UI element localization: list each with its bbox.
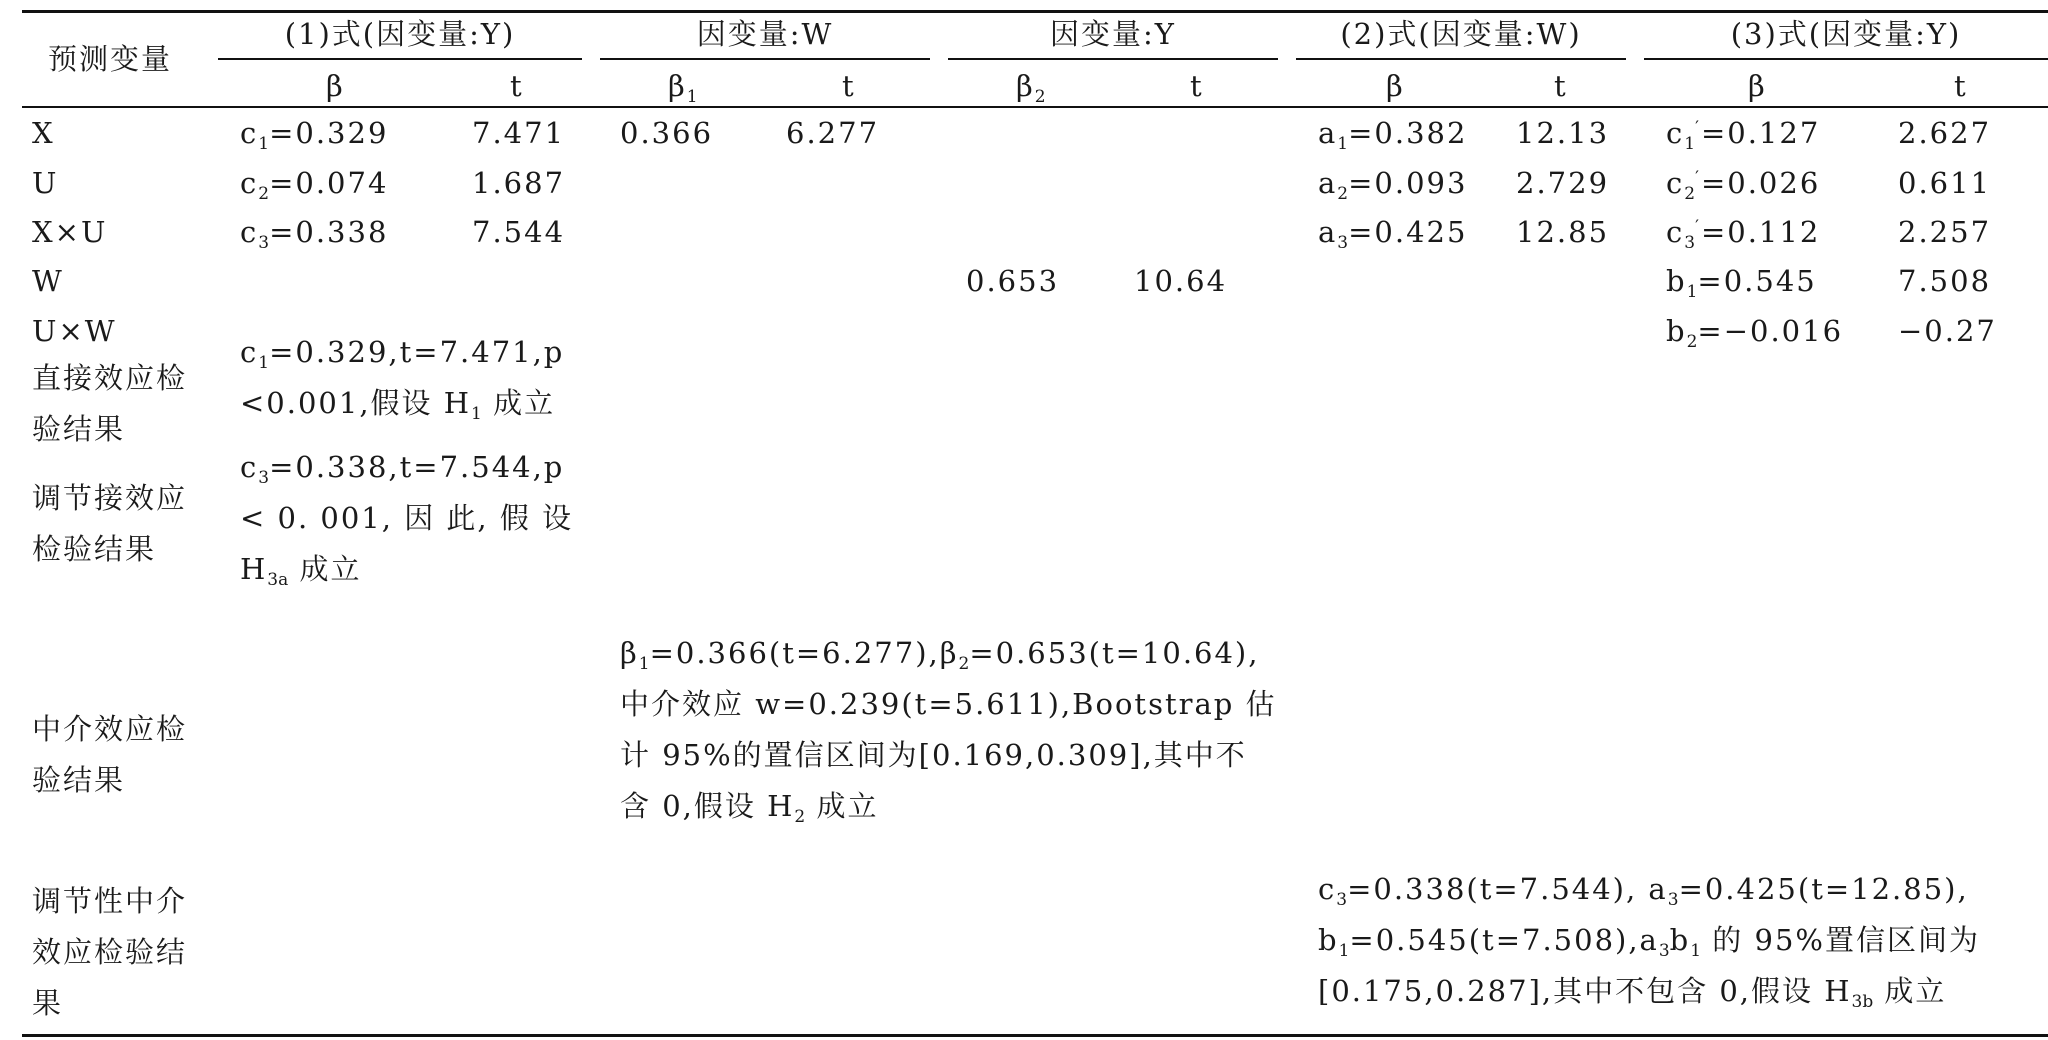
mediation-text-line-3: 计 95%的置信区间为[0.169,0.309],其中不: [620, 738, 1247, 772]
header-predictor: 预测变量: [48, 42, 173, 76]
header-t-3: t: [1190, 69, 1204, 103]
mediation-label: [32, 704, 187, 806]
cell-w-g5-beta: $b_1=0.545$: [1666, 264, 1817, 302]
cell-u-g1-t: 1.687: [472, 166, 566, 200]
direct-effect-label: [32, 353, 187, 455]
cell-u-g5-beta: $c_2'=0.026$: [1666, 166, 1821, 204]
moderate-text-line-1: $c_3=0.338,t=7.544,p$: [240, 450, 565, 488]
mediation-text-line-1: $\beta_1=0.366(t=6.277),\beta_2=0.653(t=10.64)$,: [620, 636, 1260, 674]
row-label-u: U: [32, 166, 59, 200]
cell-x-g2-beta: 0.366: [620, 116, 714, 150]
cell-xu-g5-beta: $c_3'=0.112$: [1666, 215, 1821, 253]
modmed-text-line-1: $c_3=0.338(t=7.544)$, $a_3=0.425(t=12.85)$,: [1318, 872, 1969, 910]
mediation-label-line-2: 验结果: [32, 763, 126, 797]
header-group-1: [218, 16, 582, 52]
cell-u-g1-beta: $c_2=0.074$: [240, 166, 389, 204]
direct-text-line-2: <0.001,假设 $H_1$ 成立: [240, 386, 556, 424]
cell-x-g4-t: 12.13: [1516, 116, 1610, 150]
row-label-uw: U×W: [32, 314, 117, 348]
moderate-text-line-2: < 0. 001, 因 此, 假 设: [240, 501, 574, 535]
cell-xu-g1-t: 7.544: [472, 215, 566, 249]
beta1-sub: 1: [686, 87, 698, 107]
cell-uw-g5-t: −0.27: [1898, 314, 1997, 348]
cell-u-g5-t: 0.611: [1898, 166, 1992, 200]
cell-x-g4-beta: $a_1=0.382$: [1318, 116, 1468, 154]
header-beta-5: β: [1748, 69, 1767, 103]
cell-w-g3-t: 10.64: [1134, 264, 1228, 298]
group-rule-3: [948, 58, 1278, 60]
header-group-1-label: (1)式(因变量:Y): [284, 17, 516, 51]
moderated-mediation-label: [32, 876, 187, 1029]
cell-xu-g4-t: 12.85: [1516, 215, 1610, 249]
header-group-3-label: 因变量:Y: [1050, 17, 1176, 51]
cell-x-g2-t: 6.277: [786, 116, 880, 150]
header-group-2: [600, 16, 930, 52]
cell-x-g5-t: 2.627: [1898, 116, 1992, 150]
header-group-3: [948, 16, 1278, 52]
moderate-label-line-1: 调节接效应: [32, 481, 188, 515]
header-beta-4: β: [1386, 69, 1405, 103]
moderate-text-line-3: $H_{3a}$ 成立: [240, 552, 362, 590]
direct-label-line-2: 验结果: [32, 412, 126, 446]
mediation-label-line-1: 中介效应检: [32, 712, 188, 746]
modmed-text-line-3: [0.175,0.287],其中不包含 0,假设 $H_{3b}$ 成立: [1318, 974, 1947, 1012]
modmed-label-line-1: 调节性中介: [32, 884, 188, 918]
cell-u-g4-beta: $a_2=0.093$: [1318, 166, 1468, 204]
row-label-x: X: [32, 116, 55, 150]
header-group-5-label: (3)式(因变量:Y): [1730, 17, 1962, 51]
cell-x-g5-beta: $c_1'=0.127$: [1666, 116, 1821, 154]
modmed-text-line-2: $b_1=0.545(t=7.508),a_3b_1$ 的 95%置信区间为: [1318, 923, 1980, 961]
modmed-label-line-3: 果: [32, 986, 64, 1020]
moderation-label: [32, 473, 187, 575]
moderation-text: [240, 442, 573, 595]
moderate-label-line-2: 检验结果: [32, 532, 157, 566]
header-t-1: t: [510, 69, 524, 103]
cell-u-g4-t: 2.729: [1516, 166, 1610, 200]
moderated-mediation-text: [1318, 864, 1980, 1017]
header-beta-1: β: [326, 69, 345, 103]
cell-x-g1-t: 7.471: [472, 116, 566, 150]
header-t-4: t: [1554, 69, 1568, 103]
direct-text-line-1: $c_1=0.329,t=7.471,p$: [240, 335, 565, 373]
cell-x-g1-beta: $c_1=0.329$: [240, 116, 389, 154]
cell-xu-g5-t: 2.257: [1898, 215, 1992, 249]
cell-xu-g4-beta: $a_3=0.425$: [1318, 215, 1468, 253]
group-rule-5: [1644, 58, 2048, 60]
header-group-4: [1296, 16, 1626, 52]
beta1-symbol: β: [668, 69, 687, 103]
bottom-rule: [22, 1034, 2048, 1037]
group-rule-1: [218, 58, 582, 60]
row-label-w: W: [32, 264, 64, 298]
direct-label-line-1: 直接效应检: [32, 361, 188, 395]
cell-xu-g1-beta: $c_3=0.338$: [240, 215, 389, 253]
mediation-text: [620, 628, 1277, 832]
row-label-xu: X×U: [32, 215, 108, 249]
modmed-label-line-2: 效应检验结: [32, 935, 188, 969]
header-t-2: t: [842, 69, 856, 103]
beta2-symbol: β: [1016, 69, 1035, 103]
header-group-5: [1644, 16, 2048, 52]
group-rule-4: [1296, 58, 1626, 60]
mediation-text-line-4: 含 0,假设 $H_2$ 成立: [620, 789, 879, 827]
header-t-5: t: [1954, 69, 1968, 103]
header-beta-2: [668, 68, 698, 107]
cell-w-g5-t: 7.508: [1898, 264, 1992, 298]
cell-uw-g5-beta: $b_2=-0.016$: [1666, 314, 1844, 352]
beta2-sub: 2: [1034, 87, 1046, 107]
header-group-4-label: (2)式(因变量:W): [1340, 17, 1582, 51]
mediation-text-line-2: 中介效应 w=0.239(t=5.611),Bootstrap 估: [620, 687, 1277, 721]
header-group-2-label: 因变量:W: [696, 17, 834, 51]
header-beta-3: [1016, 68, 1046, 107]
direct-effect-text: [240, 327, 564, 429]
group-rule-2: [600, 58, 930, 60]
top-rule: [22, 10, 2048, 13]
cell-w-g3-beta: 0.653: [966, 264, 1060, 298]
